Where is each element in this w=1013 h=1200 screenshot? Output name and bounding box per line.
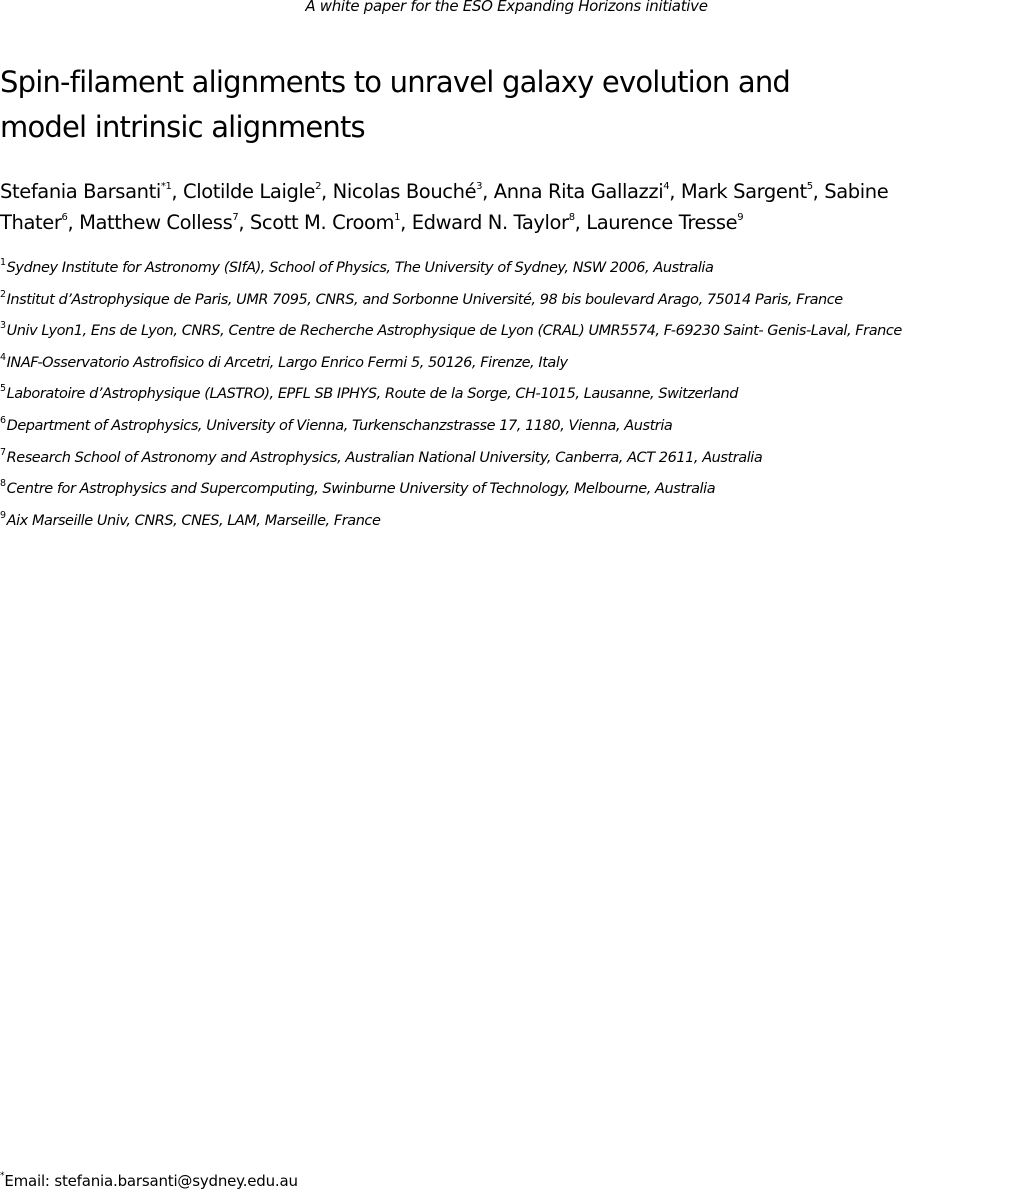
author-name: Laurence Tresse	[586, 211, 738, 234]
author-name: Mark Sargent	[680, 180, 807, 203]
paper-title-line-1: Spin-filament alignments to unravel galaxy evolution and	[0, 65, 791, 99]
affiliation-text: Univ Lyon1, Ens de Lyon, CNRS, Centre de Recherche Astrophysique de Lyon (CRAL) UMR5574, F-69230 Saint- Genis-Laval, France	[6, 323, 902, 340]
author-name: Thater	[0, 211, 62, 234]
author-name: Stefania Barsanti	[0, 180, 161, 203]
paper-title-line-2: model intrinsic alignments	[0, 110, 365, 144]
author-affiliation-mark: 4	[663, 181, 670, 192]
affiliation-item	[0, 255, 1013, 287]
affiliation-text: INAF-Osservatorio Astrofisico di Arcetri, Largo Enrico Fermi 5, 50126, Firenze, Italy	[6, 354, 568, 371]
affiliation-item	[0, 413, 1013, 445]
author-affiliation-mark: 7	[232, 212, 239, 223]
author-name: Nicolas Bouché	[332, 180, 477, 203]
affiliation-text: Centre for Astrophysics and Supercomputing, Swinburne University of Technology, Melbourne, Australia	[6, 481, 716, 498]
affiliation-number: 9	[0, 509, 6, 521]
affiliation-text: Sydney Institute for Astronomy (SIfA), School of Physics, The University of Sydney, NSW 2006, Australia	[6, 260, 714, 276]
author-affiliation-mark: 2	[315, 181, 322, 192]
author-name: Scott M. Croom	[249, 211, 395, 234]
affiliation-text: Laboratoire d’Astrophysique (LASTRO), EPFL SB IPHYS, Route de la Sorge, CH-1015, Lausanne, Switzerland	[6, 386, 738, 403]
author-affiliation-mark: *1	[160, 181, 172, 192]
affiliation-number: 3	[0, 320, 6, 332]
affiliation-list	[0, 255, 1013, 539]
author-affiliation-mark: 1	[394, 212, 401, 223]
author-name: Anna Rita Gallazzi	[493, 180, 664, 203]
author-name: Sabine	[824, 180, 889, 203]
author-affiliation-mark: 6	[61, 212, 68, 223]
paper-title	[0, 60, 900, 150]
author-line-1: Stefania Barsanti$^{*1}$, Clotilde Laigle$^2$, Nicolas Bouché$^3$, Anna Rita Gallazzi$^4$, Mark Sargent$^5$, Sabine	[0, 180, 889, 203]
footnote-email: Email: stefania.barsanti@sydney.edu.au	[4, 1172, 298, 1190]
affiliation-number: 5	[0, 383, 6, 395]
affiliation-text: Department of Astrophysics, University of Vienna, Turkenschanzstrasse 17, 1180, Vienna, Austria	[6, 417, 673, 434]
affiliation-text: Aix Marseille Univ, CNRS, CNES, LAM, Marseille, France	[6, 512, 381, 529]
affiliation-number: 4	[0, 351, 6, 363]
author-name: Matthew Colless	[79, 211, 233, 234]
running-head: A white paper for the ESO Expanding Horizons initiative	[305, 0, 708, 15]
affiliation-item	[0, 381, 1013, 413]
affiliation-item	[0, 350, 1013, 382]
author-name: Edward N. Taylor	[411, 211, 569, 234]
affiliation-number: 7	[0, 446, 6, 458]
author-affiliation-mark: 8	[568, 212, 575, 223]
affiliation-number: 6	[0, 414, 6, 426]
author-name: Clotilde Laigle	[183, 180, 316, 203]
affiliation-text: Research School of Astronomy and Astrophysics, Australian National University, Canberra, ACT 2611, Australia	[6, 449, 763, 466]
corresponding-author-footnote	[0, 1172, 298, 1190]
affiliation-text: Institut d’Astrophysique de Paris, UMR 7095, CNRS, and Sorbonne Université, 98 bis boulevard Arago, 75014 Paris, France	[6, 291, 843, 308]
author-affiliation-mark: 9	[737, 212, 744, 223]
affiliation-number: 2	[0, 288, 6, 300]
author-line-2: Thater$^6$, Matthew Colless$^7$, Scott M. Croom$^1$, Edward N. Taylor$^8$, Laurence Tresse$^9$	[0, 211, 744, 234]
affiliation-item	[0, 476, 1013, 508]
affiliation-number: 1	[0, 257, 6, 268]
footnote-mark: *	[0, 1171, 5, 1181]
affiliation-item	[0, 445, 1013, 477]
author-list	[0, 176, 1010, 238]
author-affiliation-mark: 3	[476, 181, 483, 192]
affiliation-number: 8	[0, 478, 6, 490]
affiliation-item	[0, 508, 1013, 540]
affiliation-item	[0, 287, 1013, 319]
affiliation-item	[0, 318, 1013, 350]
author-affiliation-mark: 5	[806, 181, 813, 192]
